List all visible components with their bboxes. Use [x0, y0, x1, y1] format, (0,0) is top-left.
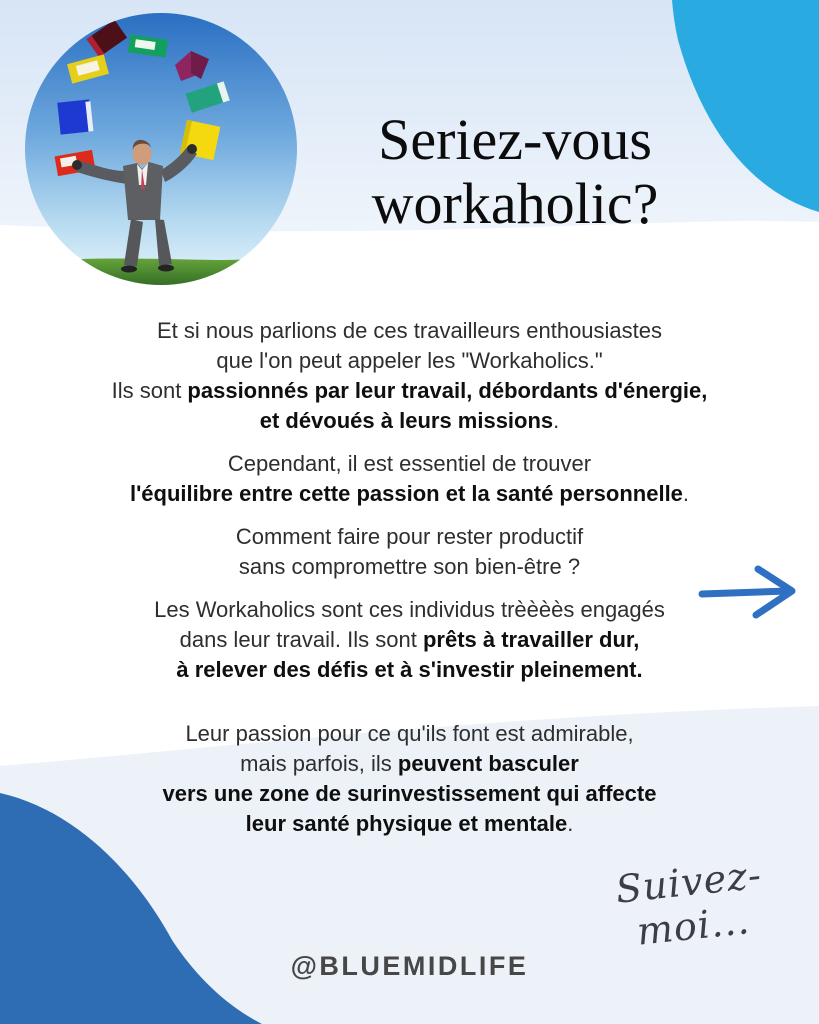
text-line [40, 779, 780, 809]
text-line [40, 449, 780, 479]
text-line [40, 316, 780, 346]
text-line [40, 719, 780, 749]
text-segment: sans compromettre son bien-être ? [238, 554, 581, 579]
text-line [40, 749, 780, 779]
title-line-2: workaholic? [371, 171, 659, 236]
bold-text-segment: et dévoués à leurs missions [259, 408, 554, 433]
bold-text-segment: passionnés par leur travail, débordants d'énergie, [187, 378, 708, 403]
binder-blue-icon [57, 99, 93, 134]
paragraph [40, 595, 780, 685]
bold-text-segment: l'équilibre entre cette passion et la santé personnelle [129, 481, 683, 506]
text-segment: mais parfois, ils [240, 751, 398, 776]
man-juggling-binders-photo [25, 13, 297, 285]
text-line [40, 625, 780, 655]
text-segment: dans leur travail. Ils sont [179, 627, 423, 652]
title-line-1: Seriez-vous [378, 107, 652, 172]
account-handle: @BLUEMIDLIFE [290, 951, 529, 981]
text-line [40, 809, 780, 839]
text-line [40, 552, 780, 582]
paragraph [40, 449, 780, 509]
text-segment: que l'on peut appeler les "Workaholics." [216, 348, 603, 373]
bold-text-segment: peuvent basculer [397, 751, 579, 776]
follow-me-script: Suivez-moi... [613, 852, 764, 954]
text-line [40, 655, 780, 685]
text-segment: . [553, 408, 560, 433]
text-line [40, 522, 780, 552]
text-segment: Et si nous parlions de ces travailleurs enthousiastes [156, 318, 663, 343]
paragraph [40, 316, 780, 436]
bold-text-segment: à relever des défis et à s'investir pleinement. [176, 657, 643, 682]
text-segment: Comment faire pour rester productif [235, 524, 584, 549]
page-title [290, 108, 740, 236]
text-segment: Ils sont [111, 378, 188, 403]
paragraph [40, 719, 780, 839]
text-segment: . [682, 481, 690, 506]
text-segment: Cependant, il est essentiel de trouver [227, 451, 592, 476]
text-line [40, 406, 780, 436]
text-line [40, 479, 780, 509]
juggler-photo [25, 13, 297, 285]
text-segment: Leur passion pour ce qu'ils font est admirable, [185, 721, 634, 746]
bold-text-segment: prêts à travailler dur, [422, 627, 640, 652]
text-line [40, 346, 780, 376]
bold-text-segment: vers une zone de surinvestissement qui affecte [162, 781, 657, 806]
text-line [40, 595, 780, 625]
text-segment: . [567, 811, 574, 836]
bold-text-segment: leur santé physique et mentale [245, 811, 568, 836]
paragraph [40, 522, 780, 582]
text-line [40, 376, 780, 406]
text-segment: Les Workaholics sont ces individus trèèèès engagés [154, 597, 665, 622]
right-arrow-icon [688, 558, 812, 630]
